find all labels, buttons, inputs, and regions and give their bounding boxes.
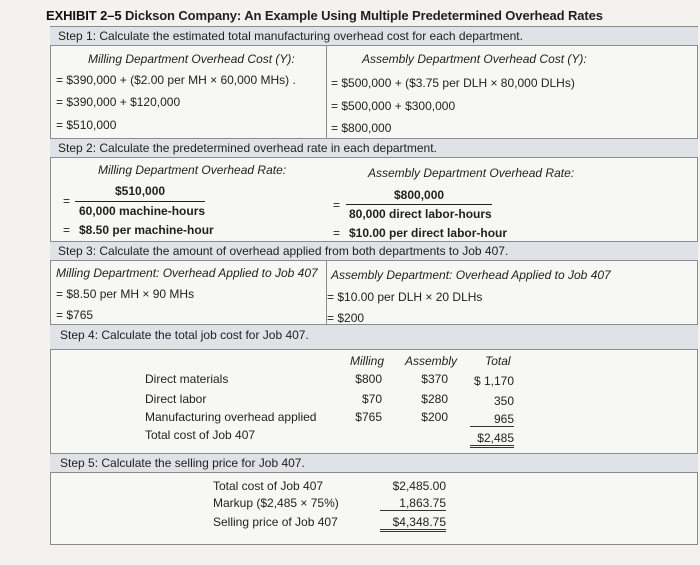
step2-assembly-result-equals: = (333, 226, 341, 240)
step1-milling-line: = $510,000 (56, 118, 117, 132)
step4-header: Step 4: Calculate the total job cost for Job 407. (60, 328, 309, 342)
step1-milling-line: = $390,000 + ($2.00 per MH × 60,000 MHs) . (56, 73, 296, 87)
step1-assembly-label: Assembly Department Overhead Cost (Y): (362, 52, 587, 66)
step3-milling-line: = $8.50 per MH × 90 MHs (56, 287, 195, 301)
step1-assembly-line: = $500,000 + ($3.75 per DLH × 80,000 DLHs) (331, 76, 575, 90)
step2-milling-label: Milling Department Overhead Rate: (98, 163, 287, 177)
step2-assembly-result: $10.00 per direct labor-hour (349, 226, 508, 240)
step2-assembly-denominator: 80,000 direct labor-hours (349, 207, 492, 221)
step1-milling-label: Milling Department Overhead Cost (Y): (88, 52, 295, 66)
step1-divider (326, 46, 327, 138)
step4-assembly-cell: $370 (421, 372, 448, 386)
step1-assembly-line: = $500,000 + $300,000 (331, 99, 456, 113)
step5-row-label: Total cost of Job 407 (213, 479, 324, 493)
step1-header: Step 1: Calculate the estimated total manufacturing overhead cost for each department. (58, 29, 523, 43)
step3-assembly-label: Assembly Department: Overhead Applied to Job 407 (331, 268, 611, 282)
step4-total-cell: 350 (493, 394, 514, 408)
step5-row-value: 1,863.75 (380, 496, 446, 511)
step5-row-value: $2,485.00 (392, 479, 446, 493)
exhibit-title-text: Dickson Company: An Example Using Multiple Predetermined Overhead Rates (125, 8, 603, 23)
step2-milling-equals: = (63, 194, 71, 208)
step2-assembly-numerator: $800,000 (394, 188, 445, 202)
step2-assembly-label: Assembly Department Overhead Rate: (368, 166, 575, 180)
step3-assembly-line: = $10.00 per DLH × 20 DLHs (327, 290, 483, 304)
step1-assembly-line: = $800,000 (331, 121, 392, 135)
step4-milling-cell: $70 (361, 392, 382, 406)
step4-row-label: Manufacturing overhead applied (145, 410, 317, 424)
exhibit-number: EXHIBIT 2–5 (46, 8, 122, 23)
step3-header: Step 3: Calculate the amount of overhead applied from both departments to Job 407. (58, 244, 509, 258)
step2-milling-fraction-bar (75, 201, 205, 202)
step4-col-milling: Milling (350, 354, 385, 368)
step4-col-total: Total (485, 354, 511, 368)
step4-total-cell: $2,485 (470, 431, 514, 448)
step2-assembly-fraction-bar (346, 204, 492, 205)
step5-header: Step 5: Calculate the selling price for Job 407. (60, 456, 305, 470)
step1-milling-line: = $390,000 + $120,000 (56, 95, 181, 109)
step2-assembly-equals: = (333, 198, 341, 212)
step2-milling-denominator: 60,000 machine-hours (79, 204, 206, 218)
step4-assembly-cell: $200 (421, 410, 448, 424)
step4-total-cell: 965 (470, 412, 514, 427)
step4-col-assembly: Assembly (405, 354, 458, 368)
step4-milling-cell: $765 (355, 410, 382, 424)
step4-row-label: Direct labor (145, 392, 207, 406)
exhibit-title (46, 8, 603, 23)
step4-row-label: Direct materials (145, 372, 229, 386)
step4-row-label: Total cost of Job 407 (145, 428, 256, 442)
step3-milling-line: = $765 (56, 308, 94, 322)
step3-assembly-line: = $200 (327, 311, 365, 325)
step2-milling-result: $8.50 per machine-hour (79, 223, 214, 237)
step4-assembly-cell: $280 (421, 392, 448, 406)
step4-milling-cell: $800 (355, 372, 382, 386)
step3-milling-label: Milling Department: Overhead Applied to Job 407 (56, 266, 318, 280)
step2-milling-numerator: $510,000 (115, 184, 166, 198)
step2-milling-result-equals: = (63, 223, 71, 237)
step5-row-value: $4,348.75 (380, 515, 446, 532)
step5-row-label: Selling price of Job 407 (213, 515, 338, 529)
step5-row-label: Markup ($2,485 × 75%) (213, 496, 339, 510)
step2-header: Step 2: Calculate the predetermined overhead rate in each department. (58, 141, 437, 155)
step4-total-cell: $ 1,170 (473, 374, 514, 388)
